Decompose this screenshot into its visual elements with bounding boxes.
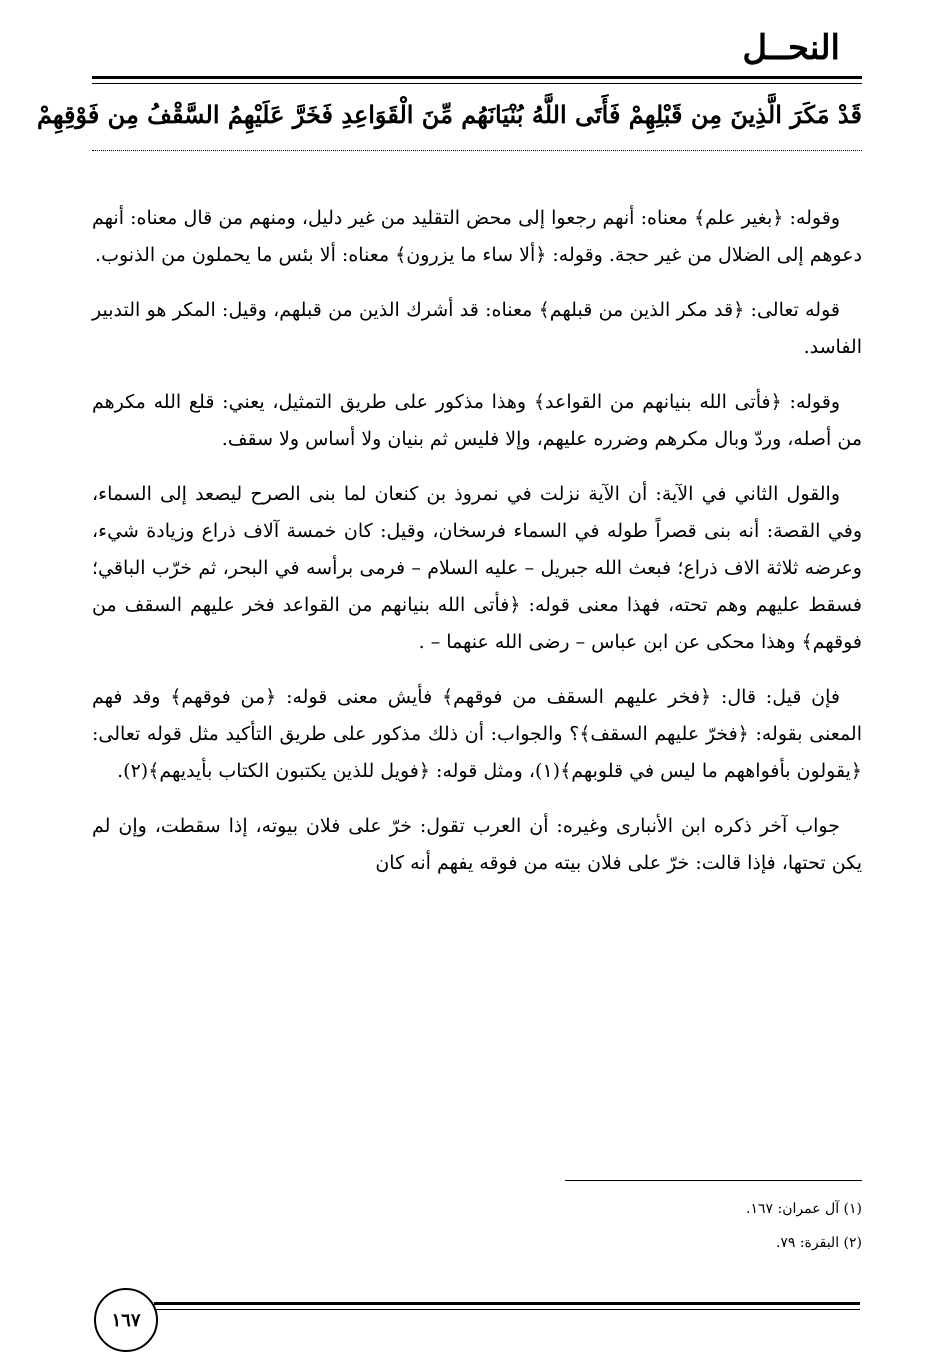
page-number: ١٦٧ — [94, 1288, 158, 1352]
paragraph: جواب آخر ذكره ابن الأنبارى وغيره: أن العرب تقول: خرّ على فلان بيوته، إذا سقطت، وإن لم يكن تحتها، فإذا قالت: خرّ على فلان بيته من فوقه يفهم أنه كان — [92, 815, 862, 874]
quran-verse-heading: قَدْ مَكَرَ الَّذِينَ مِن قَبْلِهِمْ فَأَتَى اللَّهُ بُنْيَانَهُم مِّنَ الْقَوَاعِدِ فَخَرَّ عَلَيْهِمُ السَّقْفُ مِن فَوْقِهِمْ — [36, 100, 862, 129]
paragraph: قوله تعالى: ﴿قد مكر الذين من قبلهم﴾ معناه: قد أشرك الذين من قبلهم، وقيل: المكر هو التدبير الفاسد. — [92, 299, 862, 358]
header-rule-thin — [92, 83, 862, 84]
footnote: (٢) البقرة: ٧٩. — [775, 1235, 862, 1251]
verse-divider — [92, 150, 862, 151]
footnote: (١) آل عمران: ١٦٧. — [746, 1201, 862, 1217]
paragraph: وقوله: ﴿بغير علم﴾ معناه: أنهم رجعوا إلى محض التقليد من غير دليل، ومنهم من قال معناه: أنهم دعوهم إلى الضلال من غير حجة. وقوله: ﴿ألا ساء ما يزرون﴾ معناه: ألا بئس ما يحملون من الذنوب. — [92, 207, 862, 266]
footnotes — [746, 1192, 862, 1260]
paragraph: والقول الثاني في الآية: أن الآية نزلت في نمروذ بن كنعان لما بنى الصرح ليصعد إلى السماء، وفي القصة: أنه بنى قصراً طوله في السماء فرسخان، وقيل: كان خمسة آلاف ذراع وزيادة شيء، وعرضه ثلاثة الاف ذراع؛ فبعث الله جبريل – عليه السلام – فرمى برأسه في البحر، ثم خرّب الباقي؛ فسقط عليهم وهم تحته، فهذا معنى قوله: ﴿فأتى الله بنيانهم من القواعد فخر عليهم السقف من فوقهم﴾ وهذا محكى عن ابن عباس – رضى الله عنهما – . — [92, 483, 862, 653]
page-header-title: النحــل — [742, 28, 840, 68]
body-text — [92, 200, 862, 900]
paragraph: وقوله: ﴿فأتى الله بنيانهم من القواعد﴾ وهذا مذكور على طريق التمثيل، يعني: قلع الله مكرهم من أصله، وردّ وبال مكرهم وضرره عليهم، وإلا فليس ثم بنيان ولا أساس ولا سقف. — [92, 391, 862, 450]
footer-rule-thin — [154, 1309, 860, 1310]
footer-rule-thick — [154, 1302, 860, 1305]
paragraph: فإن قيل: قال: ﴿فخر عليهم السقف من فوقهم﴾ فأيش معنى قوله: ﴿من فوقهم﴾ وقد فهم المعنى بقوله: ﴿فخرّ عليهم السقف﴾؟ والجواب: أن ذلك مذكور على طريق التأكيد مثل قوله تعالى: ﴿يقولون بأفواههم ما ليس في قلوبهم﴾(١)، ومثل قوله: ﴿فويل للذين يكتبون الكتاب بأيديهم﴾(٢). — [92, 686, 862, 782]
footnote-divider — [565, 1180, 862, 1181]
header-rule-thick — [92, 76, 862, 79]
